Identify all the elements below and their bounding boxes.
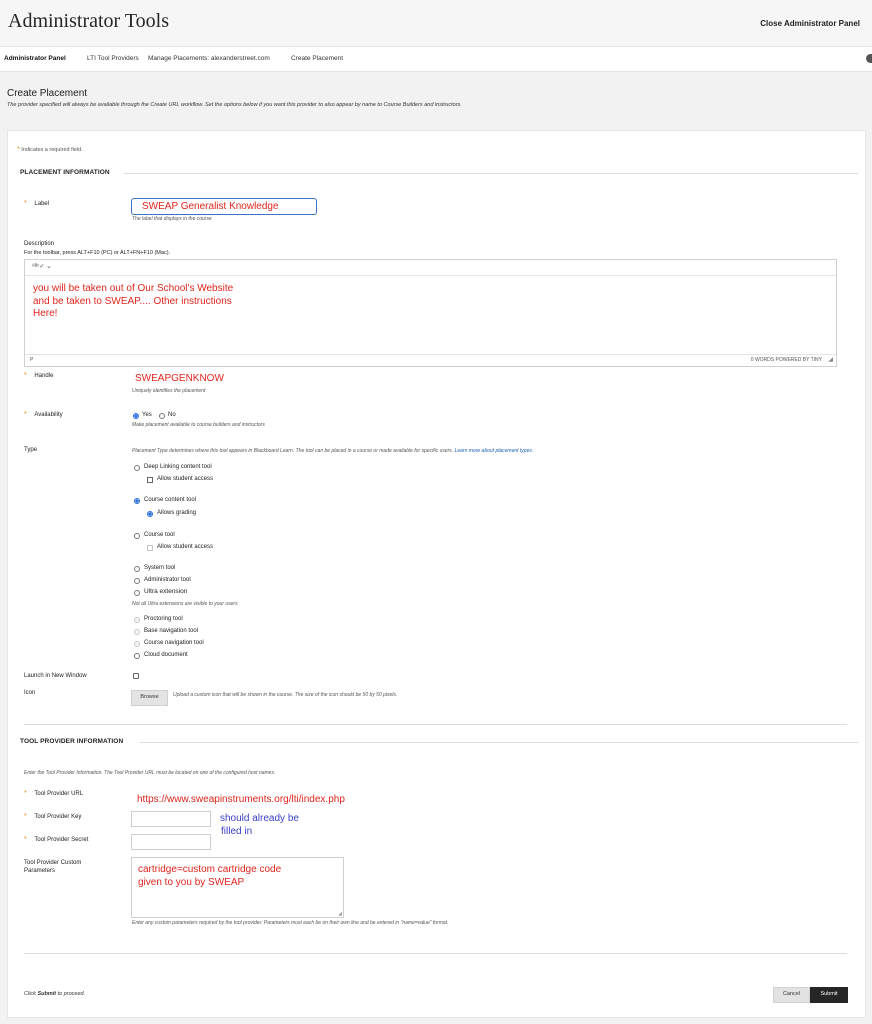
editor-statusbar [25, 354, 836, 366]
section-divider [24, 724, 847, 725]
browse-button[interactable]: Browse [131, 690, 168, 706]
submit-instruction [24, 991, 85, 997]
page-title: Create Placement [7, 88, 88, 99]
section-divider [24, 953, 847, 954]
resize-handle-icon[interactable]: ◢ [828, 357, 833, 363]
toolbar-hint: For the toolbar, press ALT+F10 (PC) or ALT+FN+F10 (Mac). [24, 250, 171, 256]
type-sub-option-label: Allow student access [157, 544, 214, 550]
submit-instruction-text: Click [24, 991, 38, 997]
handle-input[interactable]: SWEAPGENKNOW [135, 373, 224, 384]
type-radio-deep-linking[interactable] [134, 465, 140, 471]
type-radio-course-tool[interactable] [134, 533, 140, 539]
availability-no-label: No [168, 412, 176, 418]
tool-provider-secret-label [24, 836, 88, 843]
icon-hint: Upload a custom icon that will be shown in the course. The size of the icon should be 50 by 50 pixels. [173, 692, 398, 698]
custom-params-line: cartridge=custom cartridge code [138, 864, 282, 875]
type-option-label: Course content tool [144, 497, 197, 503]
learn-more-link[interactable]: Learn more about placement types. [454, 448, 534, 454]
handle-label [24, 372, 53, 379]
custom-params-line: given to you by SWEAP [138, 876, 245, 888]
scroll-handle-icon[interactable] [866, 54, 872, 63]
type-option-label: Base navigation tool [144, 628, 199, 634]
required-note [17, 146, 83, 153]
label-hint: The label that displays in the course [132, 216, 212, 222]
tool-provider-intro: Enter the Tool Provider Information. The Tool Provider URL must be located on one of the configured host names. [24, 770, 276, 776]
required-star-icon: * [24, 790, 27, 797]
tool-provider-key-label [24, 813, 81, 820]
label-input-value: SWEAP Generalist Knowledge [142, 201, 279, 212]
type-option-label: Administrator tool [144, 577, 191, 583]
availability-no-radio[interactable] [159, 413, 165, 419]
tool-provider-url-label [24, 790, 83, 797]
page-subtitle: The provider specified will always be available through the Create URL workflow. Set the options below if you want this provider to also appear by name to Course Builders and instructors. [7, 102, 462, 108]
editor-toolbar [25, 260, 836, 276]
required-star-icon: * [17, 146, 20, 153]
resize-handle-icon[interactable]: ◢ [338, 911, 342, 917]
annotation-line: should already be [220, 813, 299, 824]
custom-params-label-line: Tool Provider Custom [24, 860, 82, 866]
type-radio-administrator-tool[interactable] [134, 578, 140, 584]
section-divider [140, 742, 858, 743]
availability-yes-radio[interactable] [133, 413, 139, 419]
label-field-label [24, 200, 49, 207]
submit-instruction-text: to proceed. [56, 991, 86, 997]
type-option-label: Proctoring tool [144, 616, 183, 622]
type-option-label: Course tool [144, 532, 175, 538]
availability-label-text: Availability [34, 412, 63, 418]
type-radio-system-tool[interactable] [134, 566, 140, 572]
required-star-icon: * [24, 372, 27, 379]
deep-linking-student-access-checkbox[interactable] [147, 477, 153, 483]
custom-params-hint: Enter any custom parameters required by the tool provider. Parameters must each be on their own line and be entered in "name=value" format. [132, 920, 449, 926]
required-star-icon: * [24, 411, 27, 418]
description-label: Description [24, 241, 55, 247]
launch-new-window-checkbox[interactable] [133, 673, 139, 679]
word-count: 0 WORDS POWERED BY TINY [750, 357, 822, 363]
tool-provider-url-label-text: Tool Provider URL [34, 791, 84, 797]
spellcheck-icon[interactable]: ᴬᴮᶜ✓ [32, 264, 45, 270]
label-input[interactable] [131, 198, 317, 215]
type-option-label: Cloud document [144, 652, 188, 658]
chevron-down-icon[interactable]: ⌄ [46, 263, 52, 270]
custom-params-text [138, 864, 281, 889]
type-option-label: Ultra extension [144, 588, 188, 595]
type-radio-proctoring-tool[interactable] [134, 617, 140, 623]
icon-label: Icon [24, 690, 36, 696]
type-radio-ultra-extension[interactable] [134, 590, 140, 596]
allows-grading-radio[interactable] [147, 511, 153, 517]
type-label: Type [24, 447, 38, 453]
tool-provider-section-heading: TOOL PROVIDER INFORMATION [20, 738, 124, 745]
availability-hint: Make placement available to course builders and instructors [132, 422, 265, 428]
breadcrumb-manage-placements[interactable]: Manage Placements: alexanderstreet.com [148, 55, 270, 62]
submit-instruction-bold: Submit [37, 991, 57, 997]
tool-provider-url-input[interactable]: https://www.sweapinstruments.org/lti/index.php [137, 794, 345, 805]
availability-yes-label: Yes [142, 412, 152, 418]
annotation-line: filled in [221, 825, 253, 837]
description-text[interactable] [33, 283, 233, 321]
custom-params-textarea[interactable] [131, 857, 344, 918]
tool-provider-secret-input[interactable] [131, 834, 211, 850]
breadcrumb-admin-panel[interactable]: Administrator Panel [4, 55, 66, 62]
type-option-label: Course navigation tool [144, 640, 204, 646]
type-radio-course-navigation[interactable] [134, 641, 140, 647]
element-path: P [30, 357, 34, 363]
section-divider [124, 173, 858, 174]
type-sub-option-label: Allows grading [157, 510, 197, 516]
required-star-icon: * [24, 836, 27, 843]
handle-label-text: Handle [34, 373, 54, 379]
required-star-icon: * [24, 200, 27, 207]
cancel-button[interactable]: Cancel [773, 987, 810, 1003]
type-option-label: System tool [144, 565, 176, 571]
tool-provider-key-label-text: Tool Provider Key [34, 814, 82, 820]
breadcrumb-create-placement: Create Placement [291, 55, 344, 62]
placement-section-heading: PLACEMENT INFORMATION [20, 169, 110, 176]
ultra-extension-note: Not all Ultra extensions are visible to your users [132, 601, 238, 607]
type-option-label: Deep Linking content tool [144, 464, 212, 470]
type-radio-course-content[interactable] [134, 498, 140, 504]
required-note-text: Indicates a required field. [21, 147, 83, 153]
custom-params-label [24, 859, 81, 875]
custom-params-label-line: Parameters [24, 868, 56, 874]
type-description [132, 448, 832, 454]
app-title: Administrator Tools [8, 10, 170, 32]
type-radio-cloud-document[interactable] [134, 653, 140, 659]
description-line: you will be taken out of Our School's Website [33, 283, 234, 294]
type-description-text: Placement Type determines where this tool appears in Blackboard Learn. The tool can be placed in a course or made available for specific users. [132, 448, 455, 454]
close-admin-panel-button[interactable]: Close Administrator Panel [760, 19, 860, 28]
submit-button[interactable]: Submit [810, 987, 848, 1003]
description-editor[interactable] [24, 259, 837, 367]
tool-provider-key-input[interactable] [131, 811, 211, 827]
label-field-label-text: Label [34, 201, 50, 207]
type-radio-base-navigation[interactable] [134, 629, 140, 635]
handle-hint: Uniquely identifies the placement [132, 388, 206, 394]
key-annotation [220, 813, 299, 838]
launch-new-window-label: Launch in New Window [24, 673, 87, 679]
breadcrumb-lti-tool-providers[interactable]: LTI Tool Providers [87, 55, 139, 62]
required-star-icon: * [24, 813, 27, 820]
description-line: and be taken to SWEAP.... Other instructions [33, 295, 232, 307]
description-line: Here! [33, 308, 58, 319]
type-sub-option-label: Allow student access [157, 476, 214, 482]
course-tool-student-access-checkbox[interactable] [147, 545, 153, 551]
availability-label [24, 411, 63, 418]
tool-provider-secret-label-text: Tool Provider Secret [34, 837, 89, 843]
